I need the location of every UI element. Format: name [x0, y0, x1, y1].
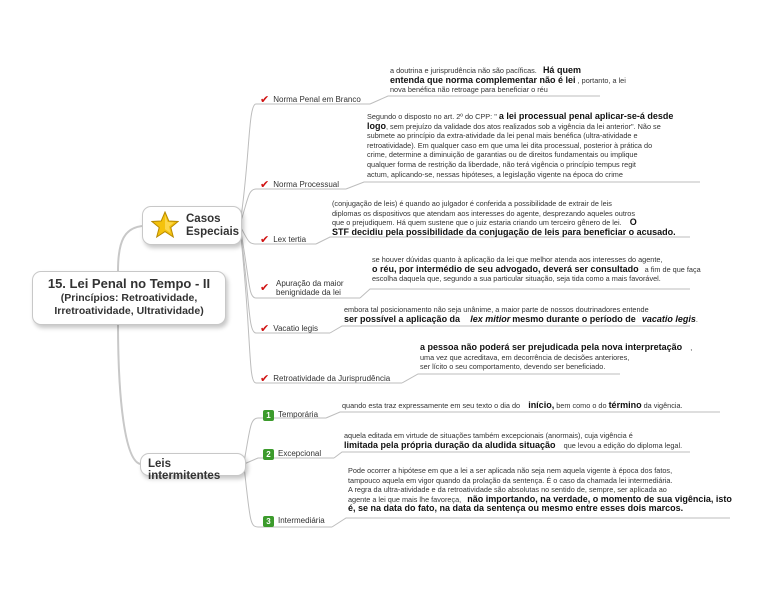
node-norma-penal-branco[interactable]	[260, 93, 361, 107]
node-label-line2: benignidade da lei	[276, 288, 341, 297]
note-text: crime, determine a diminuição de garantias ou de direitos fundamentais ou implique	[367, 150, 638, 160]
note-line-5	[330, 326, 690, 333]
link-casos-norma-processual	[240, 189, 346, 224]
node-temporaria[interactable]	[263, 408, 318, 422]
note-text: retroatividade). Em qualquer caso em que uma lei dita processual, posterior à prática do	[367, 140, 653, 150]
note-text: se houver dúvidas quanto à aplicação da lei que melhor atenda aos interesses do agente,	[372, 255, 663, 264]
node-label: Retroatividade da Jurisprudência	[273, 374, 391, 383]
note-bold: não importando, na verdade, o momento de sua vigência, isto	[467, 493, 732, 504]
note-line-3	[316, 237, 690, 244]
star-icon	[151, 211, 179, 239]
note-italic: lex mitior	[470, 313, 511, 324]
note-bold: mesmo durante o período de	[512, 313, 636, 324]
note-text: agente a lei que mais lhe favoreça,	[348, 494, 462, 504]
casos-label-line1: Casos	[186, 213, 221, 225]
note-text: A regra da ultra-atividade e da retroatividade são absolutas no sentido de, sempre, ser aplicada ao	[348, 485, 667, 495]
note-bold: é, se na data do fato, na data da sentença ou mesmo entre esses dois marcos.	[348, 503, 684, 514]
number-2-icon: 2	[263, 449, 274, 460]
node-label-line1: Apuração da maior	[276, 279, 344, 288]
note-bold: ser possível a aplicação da	[344, 313, 461, 324]
note-text: embora tal posicionamento não seja unânime, a maior parte de nossos doutrinadores entende	[344, 305, 649, 314]
note-text: aquela editada em virtude de situações também excepcionais (anormais), cuja vigência é	[344, 431, 633, 440]
number-3-icon: 3	[263, 516, 274, 527]
note-text: submete ao princípio da extra-atividade da lei penal mais benéfica (ultra-atividade e	[367, 131, 638, 141]
note-bold: logo	[367, 120, 386, 131]
note-text: da vigência.	[643, 401, 683, 410]
checkmark-icon: ✔	[260, 373, 270, 385]
checkmark-icon: ✔	[260, 234, 270, 246]
branch-casos-especiais[interactable]	[142, 206, 242, 245]
note-text: (conjugação de leis) é quando ao julgador é conferida a possibilidade de extrair de leis	[332, 199, 612, 208]
root-subtitle-line1: (Princípios: Retroatividade,	[60, 292, 198, 304]
note-line-6	[402, 374, 620, 383]
note-text: .	[695, 314, 698, 324]
node-lex-tertia[interactable]	[260, 233, 306, 247]
branch-leis-intermitentes[interactable]	[140, 453, 246, 482]
node-label: Norma Penal em Branco	[273, 95, 361, 104]
root-topic[interactable]	[32, 271, 226, 325]
node-label: Norma Processual	[273, 180, 340, 189]
note-text: que levou a edição do diploma legal.	[563, 440, 683, 450]
note-text: Pode ocorrer a hipótese em que a lei a ser aplicada não seja nem aquela vigente à época dos fatos,	[348, 466, 673, 475]
node-norma-processual[interactable]	[260, 178, 339, 192]
checkmark-icon: ✔	[260, 94, 270, 106]
note-bold: limitada pela própria duração da aludida situação	[344, 439, 556, 450]
casos-label-line2: Especiais	[186, 225, 240, 238]
note-text: a fim de que faça	[644, 264, 701, 274]
note-bold: início,	[528, 400, 555, 410]
note-italic: vacatio legis	[641, 313, 696, 324]
note-line-7	[326, 412, 720, 418]
note-apuracao-benignidade	[372, 255, 701, 284]
note-bold: a pessoa não poderá ser prejudicada pela nova interpretação	[420, 342, 683, 352]
root-subtitle-line2: Irretroatividade, Ultratividade)	[54, 305, 204, 317]
note-intermediaria	[348, 466, 732, 514]
note-text: , portanto, a lei	[577, 75, 626, 85]
note-text: actum, aplicando-se, nessas hipóteses, a legislação vigente na época do crime	[367, 169, 623, 179]
note-vacatio-legis	[344, 305, 698, 324]
note-text: , sem prejuízo da validade dos atos realizados sob a vigência da lei anterior". Não se	[386, 121, 661, 131]
number-1-icon: 1	[263, 410, 274, 421]
node-excepcional[interactable]	[263, 447, 321, 461]
note-norma-processual	[367, 112, 673, 179]
note-bold: a lei processual penal aplicar-se-á desde	[498, 111, 674, 121]
note-bold: término	[608, 400, 642, 410]
note-bold: STF decidiu pela possibilidade da conjugação de leis para beneficiar o acusado.	[332, 226, 676, 237]
note-bold: Há quem	[542, 65, 581, 75]
note-text: bem como o do	[556, 401, 607, 410]
note-text: a doutrina e jurisprudência não são pacíficas.	[390, 66, 537, 75]
node-label: Intermediária	[278, 516, 325, 525]
link-root-leis	[118, 323, 140, 464]
note-text: nova benéfica não retroage para beneficiar o réu	[390, 85, 548, 95]
note-excepcional	[344, 431, 682, 450]
node-apuracao-benignidade[interactable]	[260, 279, 344, 301]
note-line-9	[332, 518, 730, 527]
note-bold: entenda que norma complementar não é lei	[390, 74, 576, 85]
note-retroatividade-jurisprudencia	[420, 343, 692, 372]
note-text: quando esta traz expressamente em seu texto o dia do	[342, 401, 521, 410]
note-text: tampouco aquela em vigor quando da prolação da sentença. É o caso da chamada lei intermediária.	[348, 475, 673, 485]
note-lex-tertia	[332, 199, 676, 237]
note-line-8	[334, 452, 690, 458]
node-label: Vacatio legis	[273, 324, 318, 333]
checkmark-icon: ✔	[260, 282, 270, 294]
link-root-casos	[118, 226, 142, 271]
leis-label: Leis intermitentes	[148, 458, 221, 482]
node-label: Temporária	[278, 410, 319, 419]
note-text: Segundo o disposto no art. 2º do CPP: "	[367, 112, 497, 121]
checkmark-icon: ✔	[260, 323, 270, 335]
note-bold: O	[629, 217, 637, 228]
note-text: uma vez que acreditava, em decorrência de decisões anteriores,	[420, 352, 630, 362]
note-line-2	[346, 182, 700, 189]
checkmark-icon: ✔	[260, 179, 270, 191]
note-temporaria	[342, 401, 683, 411]
note-text: escolha daquela que, segundo a sua particular situação, seja tida como a mais favorável.	[372, 274, 661, 284]
note-text: diplomas os dispositivos que atendam aos interesses do agente, desprezando aqueles outros	[332, 208, 636, 218]
node-label: Lex tertia	[273, 235, 307, 244]
note-text: que o prejudiquem. Há quem sustene que o juiz estaria criando um terceiro gênero de lei.	[332, 218, 622, 228]
node-vacatio-legis[interactable]	[260, 322, 318, 336]
note-line-4	[360, 289, 690, 298]
note-text: ser lícito o seu comportamento, devendo ser beneficiado.	[420, 362, 606, 372]
note-line-1	[370, 96, 600, 104]
node-label: Excepcional	[278, 449, 322, 458]
note-text: qualquer forma de restrição da liberdade, não terá vigência o princípio tempus regit	[367, 159, 636, 169]
note-bold: o réu, por intermédio de seu advogado, deverá ser consultado	[372, 263, 639, 274]
note-norma-penal-branco	[390, 66, 626, 95]
note-text: ,	[690, 343, 693, 352]
node-retroatividade-jurisprudencia[interactable]	[260, 372, 390, 386]
root-title: 15. Lei Penal no Tempo - II	[47, 276, 211, 291]
node-intermediaria[interactable]	[263, 514, 325, 528]
